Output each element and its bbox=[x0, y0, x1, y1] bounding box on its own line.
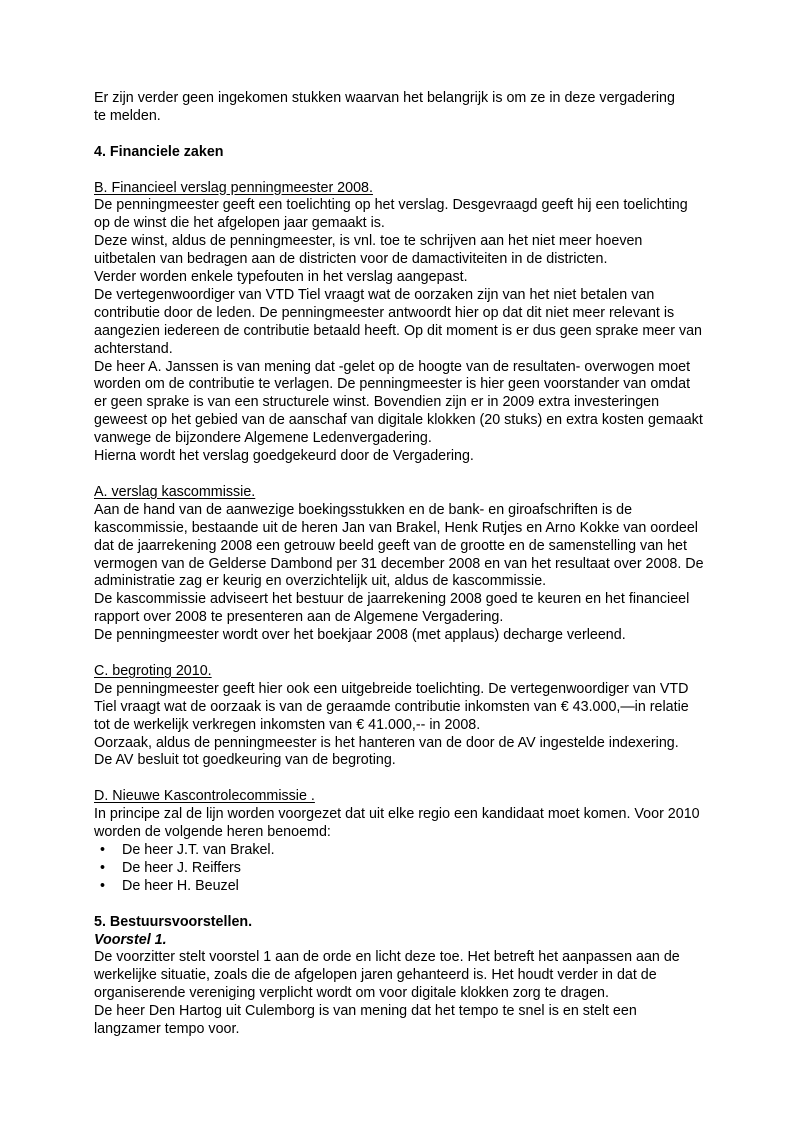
subsection-a-heading: A. verslag kascommissie. bbox=[94, 483, 256, 500]
subsection-c-paragraph-2: Oorzaak, aldus de penningmeester is het hanteren van de door de AV ingestelde indexering. bbox=[94, 734, 679, 751]
bullet-icon: • bbox=[100, 859, 106, 876]
subsection-c-paragraph-1: De penningmeester geeft hier ook een uitgebreide toelichting. De vertegenwoordiger van VTD Tiel vraagt wat de oorzaak is van de geraamde contributie inkomsten van € 43.000,—in relatie tot de werkelijk verkregen inkomsten van € 41.000,-- in 2008. bbox=[94, 680, 689, 733]
subsection-b-paragraph-6: Hierna wordt het verslag goedgekeurd door de Vergadering. bbox=[94, 448, 474, 465]
section-4-heading: 4. Financiele zaken bbox=[94, 143, 224, 160]
subsection-b-paragraph-2: Deze winst, aldus de penningmeester, is vnl. toe te schrijven aan het niet meer hoeven uitbetalen van bedragen aan de districten voor de damactiviteiten in de districten. bbox=[94, 233, 643, 268]
document-body bbox=[94, 90, 706, 1039]
list-item bbox=[94, 878, 706, 896]
subsection-a-paragraph-1: Aan de hand van de aanwezige boekingsstukken en de bank- en giroafschriften is de kascommissie, bestaande uit de heren Jan van Brakel, Henk Rutjes en Arno Kokke van oordeel dat de jaarrekening 2008 een getrouw beeld geeft van de grootte en de samenstelling van het vermogen van de Gelderse Dambond per 31 december 2008 en van het resultaat over 2008. De administratie zag er keurig en overzichtelijk uit, aldus de kascommissie. bbox=[94, 501, 704, 590]
subsection-b-paragraph-3: Verder worden enkele typefouten in het verslag aangepast. bbox=[94, 269, 468, 286]
spacer bbox=[94, 896, 706, 914]
bullet-icon: • bbox=[100, 877, 106, 894]
spacer bbox=[94, 162, 706, 180]
subsection-a-paragraph-3: De penningmeester wordt over het boekjaar 2008 (met applaus) decharge verleend. bbox=[94, 627, 626, 644]
subsection-b-paragraph-1: De penningmeester geeft een toelichting op het verslag. Desgevraagd geeft hij een toelichting op de winst die het afgelopen jaar gemaakt is. bbox=[94, 197, 688, 232]
list-item bbox=[94, 842, 706, 860]
section-5-paragraph-1: De voorzitter stelt voorstel 1 aan de orde en licht deze toe. Het betreft het aanpassen aan de werkelijke situatie, zoals die de afgelopen jaren gehanteerd is. Het houdt verder in dat de organiserende vereniging verplicht wordt om voor digitale klokken zorg te dragen. bbox=[94, 949, 680, 1002]
subsection-b-heading-wrap bbox=[94, 180, 706, 198]
subsection-a-heading-wrap bbox=[94, 484, 706, 502]
list-item bbox=[94, 860, 706, 878]
section-5-paragraph-2: De heer Den Hartog uit Culemborg is van mening dat het tempo te snel is en stelt een langzamer tempo voor. bbox=[94, 1003, 637, 1038]
subsection-d-heading-wrap bbox=[94, 788, 706, 806]
spacer bbox=[94, 466, 706, 484]
spacer bbox=[94, 645, 706, 663]
subsection-b-paragraph-4: De vertegenwoordiger van VTD Tiel vraagt wat de oorzaken zijn van het niet betalen van contributie door de leden. De penningmeester antwoordt hier op dat dit niet meer relevant is aangezien iedereen de contributie betaald heeft. Op dit moment is er dus geen sprake meer van achterstand. bbox=[94, 286, 702, 357]
intro-line-2: te melden. bbox=[94, 107, 161, 124]
subsection-b-paragraph-5: De heer A. Janssen is van mening dat -gelet op de hoogte van de resultaten- overwogen moet worden om de contributie te verlagen. De penningmeester is hier geen voorstander van omdat er geen sprake is van een structurele winst. Bovendien zijn er in 2009 extra investeringen geweest op het gebied van de aanschaf van digitale klokken (20 stuks) en extra kosten gemaakt vanwege de bijzondere Algemene Ledenvergadering. bbox=[94, 358, 703, 447]
intro-line-1: Er zijn verder geen ingekomen stukken waarvan het belangrijk is om ze in deze vergadering bbox=[94, 90, 675, 106]
subsection-d-paragraph-1: In principe zal de lijn worden voorgezet dat uit elke regio een kandidaat moet komen. Voor 2010 worden de volgende heren benoemd: bbox=[94, 806, 700, 841]
list-item-label: De heer H. Beuzel bbox=[122, 877, 239, 894]
subsection-c-heading-wrap bbox=[94, 663, 706, 681]
spacer bbox=[94, 770, 706, 788]
section-5-heading: 5. Bestuursvoorstellen. bbox=[94, 913, 253, 930]
spacer bbox=[94, 126, 706, 144]
bullet-icon: • bbox=[100, 841, 106, 858]
list-item-label: De heer J. Reiffers bbox=[122, 859, 241, 876]
subsection-c-paragraph-3: De AV besluit tot goedkeuring van de begroting. bbox=[94, 752, 396, 769]
subsection-b-heading: B. Financieel verslag penningmeester 2008. bbox=[94, 179, 373, 196]
subsection-c-heading: C. begroting 2010. bbox=[94, 662, 212, 679]
section-5-subheading: Voorstel 1. bbox=[94, 931, 167, 948]
list-item-label: De heer J.T. van Brakel. bbox=[122, 841, 275, 858]
intro-paragraph bbox=[94, 90, 706, 126]
subsection-d-heading: D. Nieuwe Kascontrolecommissie . bbox=[94, 788, 315, 805]
subsection-a-paragraph-2: De kascommissie adviseert het bestuur de jaarrekening 2008 goed te keuren en het financieel rapport over 2008 te presenteren aan de Algemene Vergadering. bbox=[94, 591, 690, 626]
kascontrolecommissie-list bbox=[94, 842, 706, 896]
